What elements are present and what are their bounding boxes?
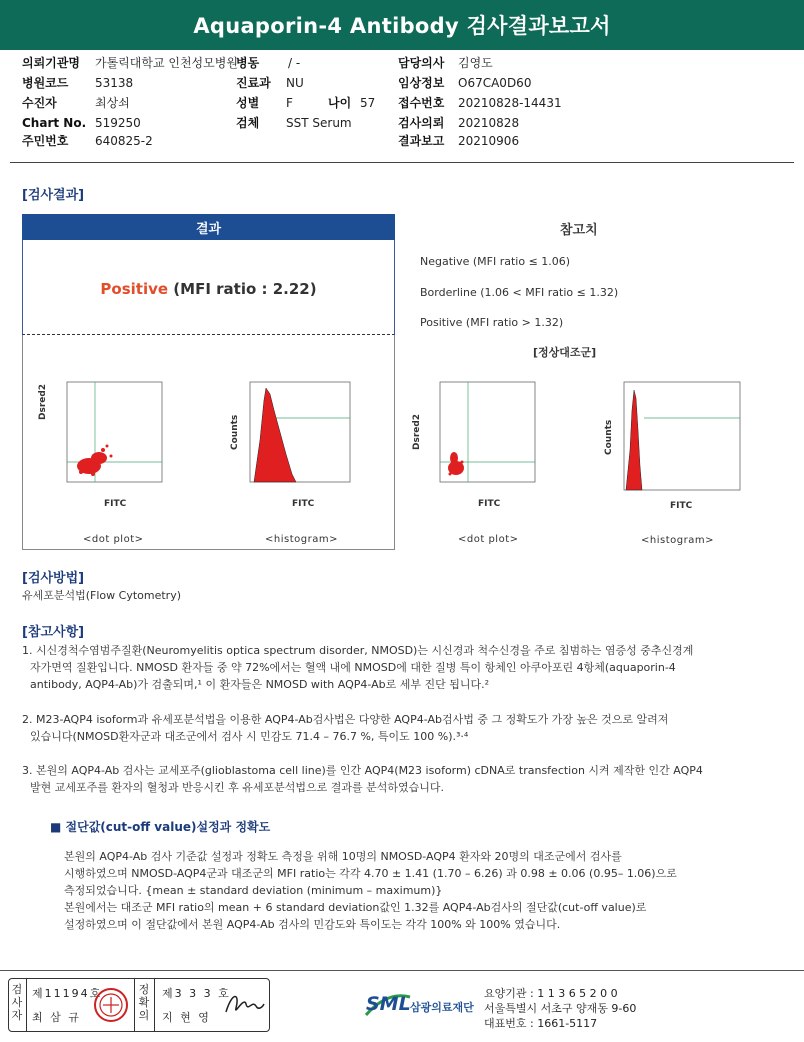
notes-section-title: [참고사항] [22,625,85,640]
control-histogram [616,370,746,505]
reference-title: 참고치 [560,223,598,238]
patient-value: 최상쇠 [95,96,130,110]
ref-positive: Positive (MFI ratio > 1.32) [420,316,564,329]
cutoff-line-2: 시행하였으며 NMOSD-AQP4군과 대조군의 MFI ratio는 각각 4.70 ± 1.41 (1.70 – 6.26) 과 0.98 ± 0.06 (0.95– 1.06)으로 [64,867,677,880]
confirmer-vertical-label: 정확의 [138,983,150,1022]
footer-divider [0,970,804,971]
specimen-label: 검체 [236,116,260,130]
age-label: 나이 [328,96,352,110]
examiner-vertical-label: 검사자 [11,983,23,1022]
control-hist-xlabel: FITC [670,501,693,511]
control-dot-plot [428,370,538,505]
note-1-line-3: antibody, AQP4-Ab)가 검출되며,¹ 이 환자들은 NMOSD with AQP4-Ab로 세부 진단 됩니다.² [30,678,489,691]
id-value: 640825-2 [95,134,153,148]
report-title: Aquaporin-4 Antibody 검사결과보고서 [0,0,804,50]
clinical-label: 임상정보 [398,76,445,90]
note-1 [22,642,693,693]
receipt-label: 접수번호 [398,96,445,110]
method-text: 유세포분석법(Flow Cytometry) [22,589,182,602]
result-value [22,280,395,298]
patient-hist-caption: <histogram> [265,534,338,545]
sex-value: F [286,96,293,110]
signature-icon [222,986,266,1022]
patient-dot-xlabel: FITC [104,499,127,509]
note-1-line-1: 1. 시신경척수염범주질환(Neuromyelitis optica spectrum disorder, NMOSD)는 시신경과 척수신경을 주로 침범하는 염증성 중추신경계 [22,644,694,657]
result-header: 결과 [22,214,395,240]
clinical-value: O67CA0D60 [458,76,532,90]
doctor-label: 담당의사 [398,56,445,70]
hospital-code-label: 병원코드 [22,76,69,90]
result-section-title: [검사결과] [22,188,85,203]
control-title: [정상대조군] [533,346,597,359]
method-section-title: [검사방법] [22,571,85,586]
note-2-line-1: 2. M23-AQP4 isoform과 유세포분석법을 이용한 AQP4-Ab검사법은 다양한 AQP4-Ab검사법 중 그 정확도가 가장 높은 것으로 알려져 [22,713,669,726]
patient-hist-ylabel: Counts [230,414,240,450]
stamp-divider-1 [26,979,27,1031]
control-dot-ylabel: Dsred2 [412,413,422,450]
institution-label: 의뢰기관명 [22,56,80,70]
org-code: 요양기관 : 1 1 3 6 5 2 0 0 [484,987,618,1000]
request-value: 20210828 [458,116,520,130]
patient-hist-xlabel: FITC [292,499,315,509]
sex-label: 성별 [236,96,260,110]
stamp-divider-3 [154,979,155,1031]
hospital-code-value: 53138 [95,76,134,90]
org-address: 서울특별시 서초구 양재동 9-60 [484,1002,637,1015]
stamp-divider-2 [134,979,135,1031]
institution-value: 가톨릭대학교 인천성모병원 [95,56,238,70]
report-label: 결과보고 [398,134,445,148]
examiner-name: 최 삼 규 [32,1011,81,1024]
doctor-value: 김영도 [458,56,493,70]
patient-dot-plot [55,370,165,505]
ref-negative: Negative (MFI ratio ≤ 1.06) [420,255,571,268]
header-divider [10,162,794,163]
control-dot-xlabel: FITC [478,499,501,509]
note-2-line-2: 있습니다(NMOSD환자군과 대조군에서 검사 시 민감도 71.4 – 76.7 %, 특이도 100 %).³·⁴ [30,730,469,743]
chart-value: 519250 [95,116,141,130]
dept-label: 진료과 [236,76,271,90]
org-phone: 대표번호 : 1661-5117 [484,1017,598,1030]
result-mfi: (MFI ratio : 2.22) [173,280,317,298]
cutoff-line-1: 본원의 AQP4-Ab 검사 기준값 설정과 정확도 측정을 위해 10명의 NMOSD-AQP4 환자와 20명의 대조군에서 검사를 [64,850,622,863]
note-3-line-2: 발현 교세포주를 환자의 혈청과 반응시킨 후 유세포분석법으로 결과를 분석하였습니다. [30,781,445,794]
cutoff-line-3: 측정되었습니다. {mean ± standard deviation (minimum – maximum)} [64,884,443,897]
examiner-number: 제11194호 [32,987,103,1000]
note-3-line-1: 3. 본원의 AQP4-Ab 검사는 교세포주(glioblastoma cell line)를 인간 AQP4(M23 isoform) cDNA로 transfection 시켜 제작한 인간 AQP4 [22,764,703,777]
age-value: 57 [360,96,376,110]
id-label: 주민번호 [22,134,69,148]
request-label: 검사의뢰 [398,116,445,130]
dept-value: NU [286,76,304,90]
org-info [484,986,636,1031]
ward-value: / - [288,56,301,70]
specimen-value: SST Serum [286,116,352,130]
note-3 [22,762,703,796]
patient-histogram [240,370,355,505]
confirmer-name: 지 현 영 [162,1011,211,1024]
cutoff-line-5: 설정하였으며 이 절단값에서 본원 AQP4-Ab 검사의 민감도와 특이도는 각각 100% 와 100% 였습니다. [64,918,561,931]
note-1-line-2: 자가면역 질환입니다. NMOSD 환자들 중 약 72%에서는 혈액 내에 NMOSD에 대한 질병 특이 항체인 아쿠아포린 4항체(aquaporin-4 [30,661,676,674]
receipt-value: 20210828-14431 [458,96,562,110]
chart-label: Chart No. [22,116,87,130]
cutoff-title: ■ 절단값(cut-off value)설정과 정확도 [50,820,271,834]
cutoff-line-4: 본원에서는 대조군 MFI ratio의 mean + 6 standard deviation값인 1.32를 AQP4-Ab검사의 절단값(cut-off value)로 [64,901,647,914]
patient-dot-caption: <dot plot> [83,534,144,545]
ref-borderline: Borderline (1.06 < MFI ratio ≤ 1.32) [420,286,619,299]
control-hist-caption: <histogram> [641,535,714,546]
note-2 [22,711,668,745]
cutoff-text [64,848,677,933]
control-hist-ylabel: Counts [604,419,614,455]
org-name: 삼광의료재단 [410,1001,474,1014]
sml-logo-text: SML [366,993,411,1015]
control-dot-caption: <dot plot> [458,534,519,545]
result-positive: Positive [100,280,169,298]
confirmer-number: 제3 3 3 호 [162,987,231,1000]
report-value: 20210906 [458,134,520,148]
patient-dot-ylabel: Dsred2 [38,383,48,420]
examiner-seal-icon [92,986,130,1024]
patient-label: 수진자 [22,96,57,110]
ward-label: 병동 [236,56,260,70]
